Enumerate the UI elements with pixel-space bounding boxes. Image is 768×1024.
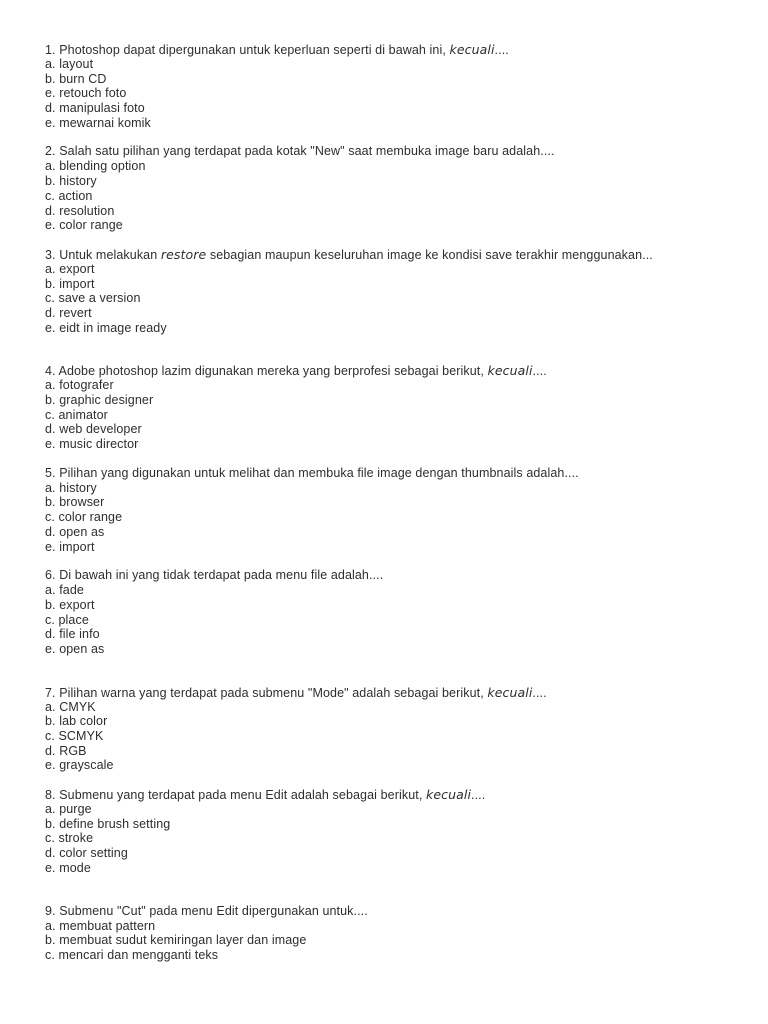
question-8 (45, 787, 745, 903)
question-text (45, 247, 745, 262)
answer-option: a. CMYK (45, 699, 96, 714)
question-text (45, 466, 745, 481)
answer-option: a. fotografer (45, 378, 114, 393)
answer-option: d. file info (45, 627, 100, 642)
question-stem: Adobe photoshop lazim digunakan mereka yang berprofesi sebagai berikut, (58, 364, 488, 379)
question-number: 4. (45, 364, 56, 379)
question-text (45, 787, 745, 802)
answer-option: d. revert (45, 305, 92, 320)
question-number: 7. (45, 685, 56, 700)
question-spacer (45, 657, 745, 685)
answer-option: e. retouch foto (45, 86, 127, 101)
question-spacer (45, 773, 745, 787)
question-stem: Photoshop dapat dipergunakan untuk keperluan seperti di bawah ini, (59, 43, 450, 57)
answer-option: d. color setting (45, 846, 128, 861)
question-spacer (45, 130, 745, 144)
answer-option: e. color range (45, 218, 123, 233)
quiz-document (45, 42, 745, 963)
answer-option: b. burn CD (45, 71, 107, 86)
answer-option: a. layout (45, 57, 94, 71)
question-4 (45, 363, 745, 465)
answer-option: e. import (45, 539, 95, 554)
question-text (45, 144, 745, 159)
answer-option: b. graphic designer (45, 393, 154, 407)
question-stem-end: .... (494, 43, 509, 57)
question-text (45, 568, 745, 583)
question-spacer (45, 335, 745, 363)
answer-option: a. fade (45, 583, 84, 598)
answer-option: c. stroke (45, 831, 94, 846)
question-stem: Pilihan warna yang terdapat pada submenu "Mode" adalah sebagai berikut, (59, 685, 488, 700)
question-9 (45, 904, 745, 963)
answer-option: a. membuat pattern (45, 918, 156, 933)
answer-option: b. define brush setting (45, 816, 171, 831)
question-7 (45, 685, 745, 787)
answer-option: b. import (45, 276, 95, 291)
answer-option: d. RGB (45, 743, 87, 758)
answer-option: a. purge (45, 802, 92, 817)
answer-option: a. history (45, 480, 97, 495)
answer-option: c. color range (45, 510, 123, 525)
answer-option: b. history (45, 174, 97, 189)
question-number: 3. (45, 247, 56, 262)
question-stem: Submenu "Cut" pada menu Edit dipergunakan untuk.... (59, 903, 368, 918)
answer-option: c. place (45, 612, 89, 627)
answer-option: e. mewarnai komik (45, 115, 151, 130)
question-1 (45, 42, 745, 144)
question-text (45, 685, 745, 700)
answer-option: e. grayscale (45, 758, 114, 773)
question-stem: Salah satu pilihan yang terdapat pada kotak "New" saat membuka image baru adalah.... (59, 144, 555, 159)
answer-option: c. animator (45, 407, 108, 422)
question-spacer (45, 876, 745, 904)
question-text (45, 42, 745, 57)
answer-option: d. web developer (45, 422, 142, 437)
answer-option: a. export (45, 261, 95, 276)
answer-option: c. mencari dan mengganti teks (45, 947, 219, 962)
answer-options (45, 583, 745, 656)
question-spacer (45, 233, 745, 247)
answer-option: c. SCMYK (45, 729, 104, 743)
question-2 (45, 144, 745, 246)
question-emphasis: kecuali (487, 363, 533, 379)
answer-option: b. membuat sudut kemiringan layer dan image (45, 933, 307, 948)
answer-option: a. blending option (45, 159, 146, 174)
answer-option: e. eidt in image ready (45, 320, 167, 335)
question-stem: Submenu yang terdapat pada menu Edit adalah sebagai berikut, (59, 788, 426, 803)
answer-option: e. mode (45, 860, 91, 875)
answer-option: b. lab color (45, 714, 108, 729)
answer-option: c. save a version (45, 291, 141, 306)
question-emphasis: kecuali (487, 684, 533, 700)
question-stem-end: sebagian maupun keseluruhan image ke kondisi save terakhir menggunakan... (206, 247, 653, 262)
question-spacer (45, 554, 745, 568)
answer-option: c. action (45, 188, 93, 203)
answer-option: e. open as (45, 641, 105, 656)
answer-options (45, 57, 745, 130)
question-number: 5. (45, 465, 56, 480)
question-number: 6. (45, 568, 56, 583)
question-emphasis: kecuali (449, 42, 495, 57)
question-spacer (45, 452, 745, 466)
answer-options (45, 919, 745, 963)
question-stem: Untuk melakukan (59, 247, 161, 262)
question-3 (45, 247, 745, 363)
answer-options (45, 481, 745, 554)
answer-options (45, 802, 745, 875)
answer-options (45, 378, 745, 451)
question-stem-end: .... (532, 685, 547, 700)
answer-option: b. export (45, 597, 95, 612)
question-text (45, 363, 745, 378)
question-number: 1. (45, 43, 56, 57)
question-emphasis: kecuali (425, 787, 472, 803)
question-emphasis: restore (160, 246, 207, 262)
question-stem: Pilihan yang digunakan untuk melihat dan membuka file image dengan thumbnails adalah.... (59, 465, 579, 480)
question-6 (45, 568, 745, 684)
question-number: 9. (45, 903, 56, 918)
answer-options (45, 159, 745, 232)
answer-option: d. open as (45, 524, 105, 539)
answer-option: b. browser (45, 495, 105, 510)
question-stem: Di bawah ini yang tidak terdapat pada menu file adalah.... (59, 568, 384, 583)
question-stem-end: .... (471, 788, 486, 803)
answer-options (45, 262, 745, 335)
question-number: 2. (45, 144, 56, 159)
answer-option: d. manipulasi foto (45, 101, 145, 116)
question-5 (45, 466, 745, 568)
answer-option: e. music director (45, 437, 139, 452)
answer-option: d. resolution (45, 203, 115, 218)
question-stem-end: .... (532, 364, 547, 379)
question-text (45, 904, 745, 919)
answer-options (45, 700, 745, 773)
question-number: 8. (45, 788, 56, 803)
